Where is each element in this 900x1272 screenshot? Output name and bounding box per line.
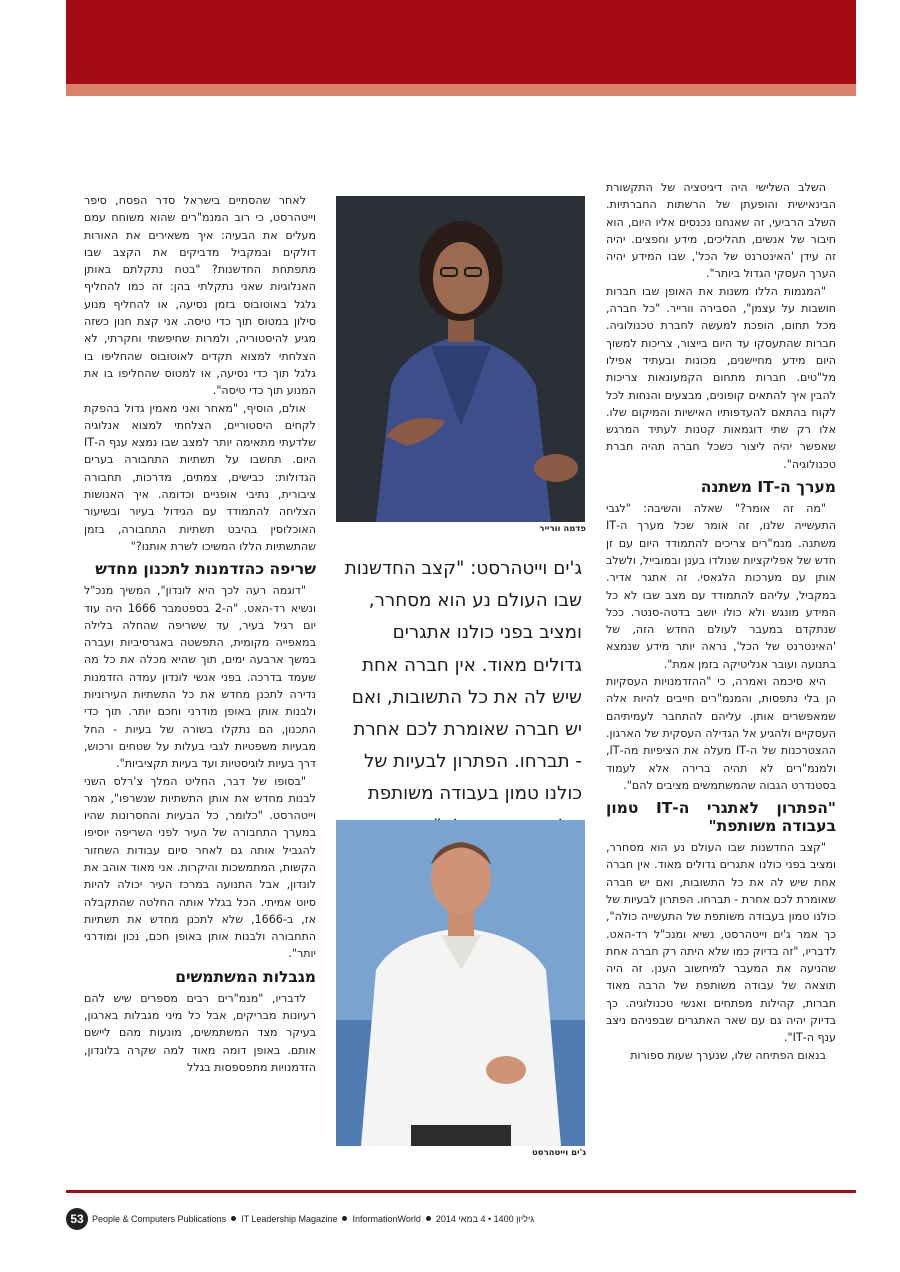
bullet-icon — [342, 1216, 347, 1221]
left-text-column — [84, 192, 316, 1177]
speaker-photo-whitehurst — [336, 820, 585, 1146]
section-heading: מערך ה-IT משתנה — [700, 478, 836, 497]
section-heading: מגבלות המשתמשים — [175, 967, 316, 986]
article-paragraph: אולם, הוסיף, "מאחר ואני מאמין גדול בהפקת לקחים היסטוריים, הצלחתי למצוא אנלוגיה שלדעתי מתאימה יותר למצב שבו נמצא ענף ה-IT היום. תחשבו על תשתיות התחבורה בערים הגדולות: כבישים, צמתים, מדרכות, תחבורה ציבורית, נתיבי אופניים וכדומה. איך האנושות הצליחה להתמודד עם הגידול בעיור ובשיעור האוכלוסין בהיבט תשתיות התחבורה, בזמן שהתשתיות הללו המשיכו לשרת אותנו?" — [84, 401, 316, 553]
article-paragraph: היא סיכמה ואמרה, כי "ההזדמנויות העסקיות הן בלי נתפסות, והמנמ"רים חייבים להיות אלה שמאפשרים אותן. עליהם להתחבר לעמיתיהם העסקיים ולהגיע אל הגדילה העסקית של הארגון. ההצטרכנות של ה-IT מעלה את הציפיות מה-IT, ולמנמ"רים לא תהיה ברירה אלא לעמוד בסטנדרט הגבוה שהמשתמשים מציבים להם". — [606, 675, 837, 792]
section-heading: "הפתרון לאתגרי ה-IT טמון בעבודה משותפת" — [606, 799, 836, 836]
bullet-icon — [426, 1216, 431, 1221]
article-paragraph: "מה זה אומר?" שאלה והשיבה: "לגבי התעשייה שלנו, זה אומר שכל מערך ה-IT משתנה. מנמ"רים צריכים להתמודד היום עם זן חדש של אפליקציות שנולדו בענן ובמובייל, ולשלב אותן עם מערכות הלגאסי. זה אתגר אדיר. במקביל, עליהם להתמודד עם מצב שבו לא כל המידע מונגש ולא כולו יושב בדטה-סנטר. ככל שנתקדם במעבר לעולם החדש הזה, של 'האינטרנט של הכל', נראה יותר מידע שנמצא בתנועה ועובר אנליטיקה בזמן אמת". — [606, 502, 836, 671]
footer-credits — [92, 1214, 534, 1224]
magazine-name: IT Leadership Magazine — [241, 1214, 338, 1224]
publisher-name: People & Computers Publications — [92, 1214, 227, 1224]
header-stripe — [66, 84, 856, 96]
section-heading: שריפה כהזדמנות לתכנון מחדש — [95, 560, 316, 579]
photo-caption: פדמה וורייר — [539, 524, 586, 534]
article-paragraph: לדבריו, "מנמ"רים רבים מספרים שיש להם רעיונות מבריקים, אבל כל מיני מגבלות בארגון, בעיקר מצד המשתמשים, מונעות מהם ליישם אותם. באופן דומה מאוד למה שקרה בלונדון, הזדמנויות מתפספסות בגלל — [84, 991, 316, 1074]
bullet-icon — [231, 1216, 236, 1221]
pull-quote: ג'ים וייטהרסט: "קצב החדשנות שבו העולם נע הוא מסחרר, ומציב בפני כולנו אתגרים גדולים מאוד. אין חברה אחת שיש לה את כל התשובות, ואם יש חברה שאומרת לכם אחרת - תברחו. הפתרון לבעיות של כולנו טמון בעבודה משותפת — [344, 558, 582, 805]
header-band — [66, 0, 856, 84]
page-number: 53 — [66, 1208, 88, 1230]
speaker-photo-padmasree — [336, 196, 585, 522]
site-name: InformationWorld — [352, 1214, 421, 1224]
issue-info: גיליון 1400 • 4 במאי 2014 — [435, 1214, 535, 1224]
article-paragraph: לאחר שהסתיים בישראל סדר הפסח, סיפר וייטהרסט, כי רוב המנמ"רים שהוא משוחח עמם מעלים את הבעיה: איך משאירים את האורות דולקים ובמקביל מדביקים את הקצב שבו מתפתחת החדשנות? "בטח נתקלתם באותן האנלוגיות שאני נתקלתי בהן: זה כמו להחליף גלגל באוטובוס בזמן נסיעה, או להחליף מנוע סילון במטוס תוך כדי טיסה. אני קצת חנון כשזה מגיע להיסטוריה, ולמרות שחיפשתי וחקרתי, לא הצלחתי למצוא תקדים לאוטובוס שהחליפו בו גלגל תוך כדי נסיעה, או למטוס שהחליפו בו את המנוע תוך כדי טיסה". — [84, 194, 316, 398]
right-text-column — [606, 179, 836, 1179]
article-paragraph: "דוגמה רעה לכך היא לונדון", המשיך מנכ"ל ונשיא רד-האט. "ה-2 בספטמבר 1666 היה עוד יום רגיל בעיר, עד ששריפה שהחלה בלילה במאפייה מקומית, התפשטה באגרסיביות ועברה במשך ארבעה ימים, תוך שהיא מכלה את כל מה שעמד בדרכה. בפני אנשי לונדון עמדה הזדמנות נדירה לתכנן מחדש את כל התשתיות העירוניות ולבנות אותן באופן מודרני וחכם יותר. תוך כדי התכנון, הם נתקלו בשורה של בעיות - החל מבעיות משפטיות לגבי בעלות על שטחים ורכוש, דרך בעיות לוגיסטיות ועד בעיות תקציביות". — [84, 584, 316, 771]
page-footer — [66, 1205, 856, 1239]
woman-portrait-image — [336, 196, 585, 522]
man-portrait-image — [336, 820, 585, 1146]
footer-rule — [66, 1190, 856, 1193]
article-paragraph: בנאום הפתיחה שלו, שנערך שעות ספורות — [630, 1048, 826, 1062]
article-paragraph: השלב השלישי היה דיגיטציה של התקשורת הבינאישית והופעתן של הרשתות החברתיות. השלב הרביעי, זה שאנחנו נכנסים אליו היום, הוא חיבור של אנשים, תהליכים, מידע וחפצים. יהיה זה עידן 'האינטרנט של הכל', שבו המידע יהיה הערך העסקי הגדול ביותר". — [606, 181, 836, 281]
article-paragraph: "בסופו של דבר, החליט המלך צ'רלס השני לבנות מחדש את אותן התשתיות שנשרפו", אמר וייטהרסט. "כלומר, כל הבעיות והחסרונות שהיו במערך התחבורה של העיר לפני השריפה יוסיפו להגביל אותה גם לאחר סיום עבודות השחזור הקשות, המתמשכות והיקרות. אני מאוד אוהב את לונדון, אבל התנועה במרכז העיר יכולה להיות סיוט אמיתי. הכל בגלל אותה החלטה שהתקבלה אז, ב-1666, שלא לתכנן מחדש את תשתיות התחבורה ולבנות אותן באופן חכם, נכון ומודרני יותר". — [84, 774, 316, 961]
photo-caption: ג'ים וייטהרסט — [532, 1148, 586, 1158]
article-paragraph: "קצב החדשנות שבו העולם נע הוא מסחרר, ומציב בפני כולנו אתגרים גדולים מאוד. אין חברה אחת שיש לה את כל התשובות, ואם יש חברה שאומרת לכם אחרת - תברחו. הפתרון לבעיות של כולנו טמון בעבודה משותפת של התעשייה כולה", כך אמר ג'ים וייטהרסט, נשיא ומנכ"ל רד-האט. לדבריו, "זה בדיוק כמו שלא היתה רק חברה אחת שהניעה את המעבר למיחשוב הענן. זה היה תוצאה של עבודה משותפת של הרבה מאוד חברות, קהילות מפתחים ואנשי טכנולוגיה. כך בדיוק יהיה גם עם שאר האתגרים שבפניהם ניצב ענף ה-IT". — [606, 841, 836, 1045]
article-paragraph: "המגמות הללו משנות את האופן שבו חברות חושבות על עצמן", הסבירה וורייר. "כל חברה, מכל תחום, הופכת למעשה לחברת טכנולוגיה. חברות שהתעסקו עד היום בייצור, צריכות למשוך היום מידע מחיישנים, מכונות ובעתיד אפילו מל"טים. חברות מתחום הקמעונאות צריכות להבין איך להתאים קופונים, מבצעים והנחות לכל לקוח בהתאם להעדפותיו האישיות והמיקום שלו. אלו רק שתי דוגמאות קטנות לעתיד המרגש שאפשר יהיה ליצור כשכל חברה תהיה חברת טכנולוגיה". — [606, 284, 836, 471]
